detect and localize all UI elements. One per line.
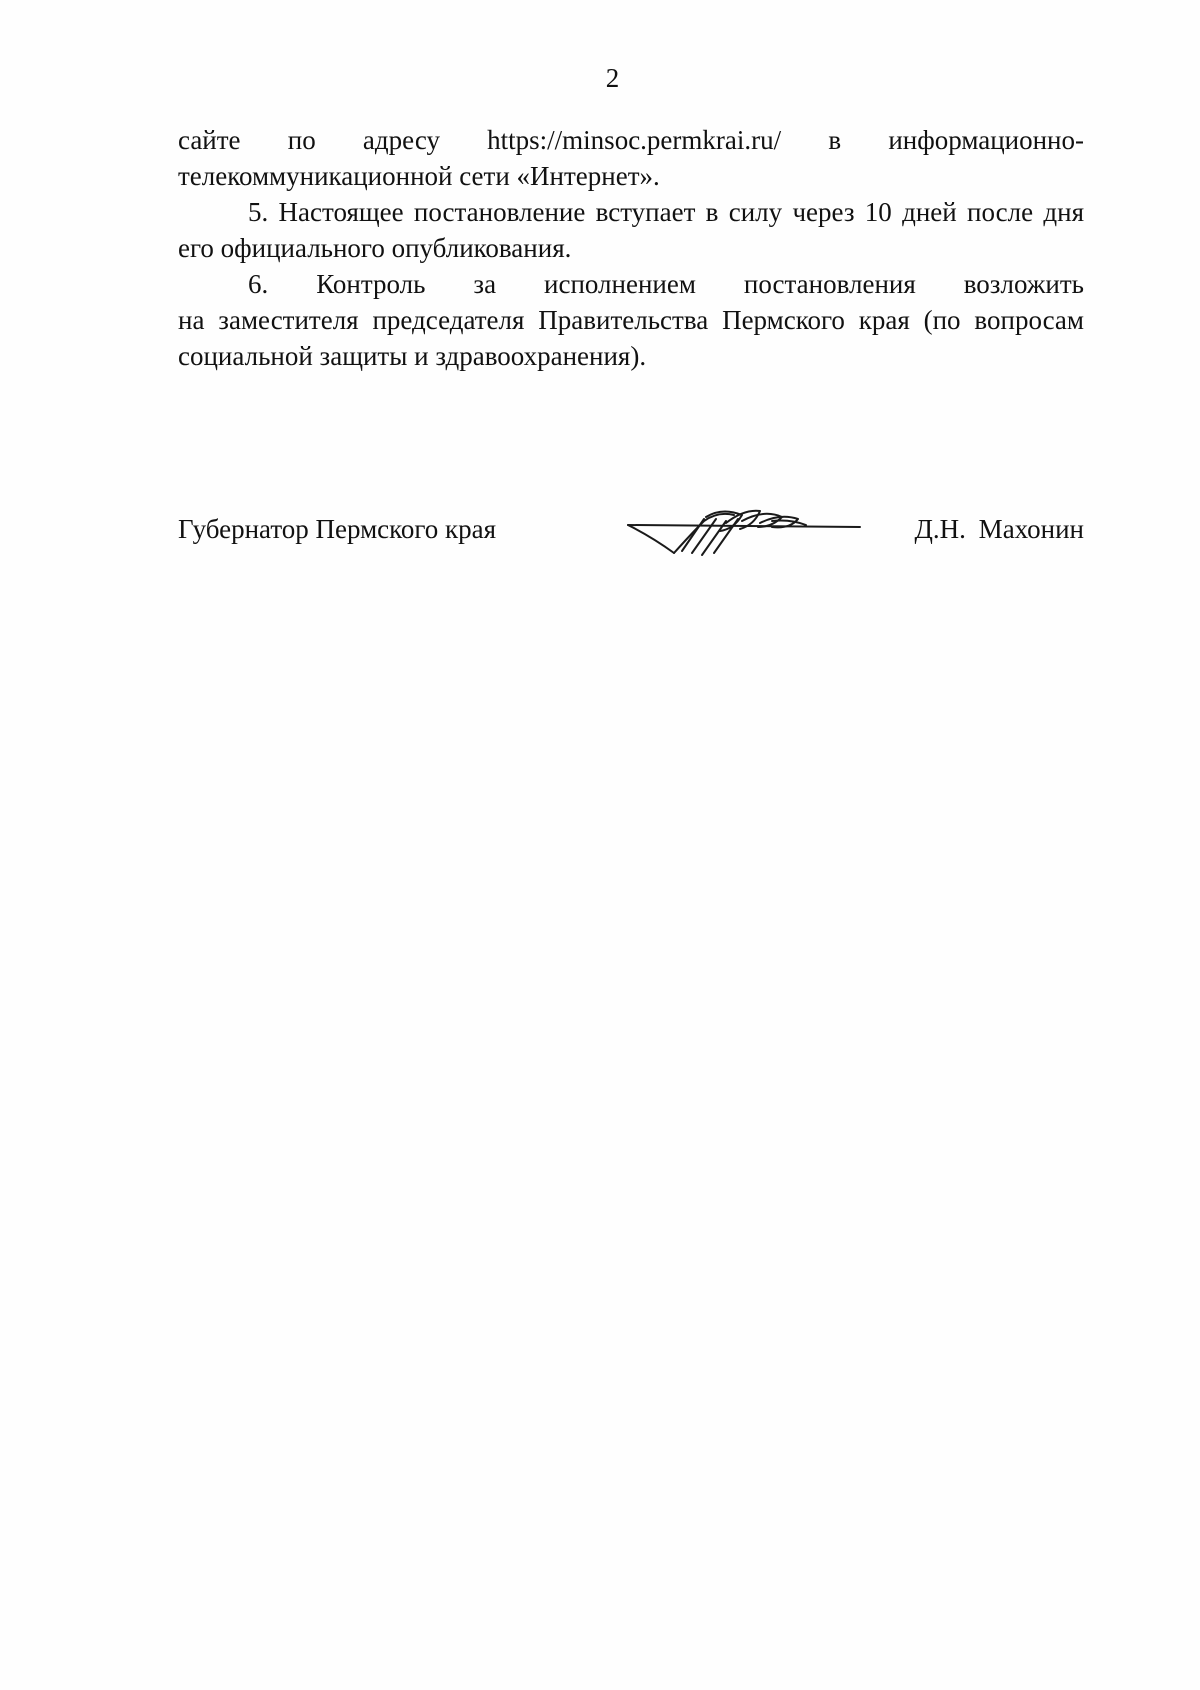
- paragraph-item-6-rest: на заместителя председателя Правительства Пермского края (по вопросам социальной защиты и здравоохранения).: [178, 305, 1084, 371]
- signatory-name: Д.Н. Махонин: [914, 514, 1084, 544]
- paragraph-item-5: 5. Настоящее постановление вступает в силу через 10 дней после дня его официального опубликования.: [178, 197, 1084, 263]
- page-number: 2: [605, 63, 620, 93]
- signature-block: [178, 503, 1084, 563]
- signatory-position: Губернатор Пермского края: [178, 514, 497, 544]
- paragraph-website: [178, 122, 1084, 194]
- paragraph-item-6-line-1: 6. Контроль за исполнением постановления возложить: [248, 269, 1084, 299]
- paragraph-item-6: [178, 266, 1084, 374]
- paragraph-website-line-2: телекоммуникационной сети «Интернет».: [178, 161, 660, 191]
- paragraph-website-line-1: сайте по адресу https://minsoc.permkrai.ru/ в информационно-: [178, 125, 1084, 155]
- document-body: [178, 122, 1084, 374]
- handwritten-signature-icon: [622, 503, 872, 563]
